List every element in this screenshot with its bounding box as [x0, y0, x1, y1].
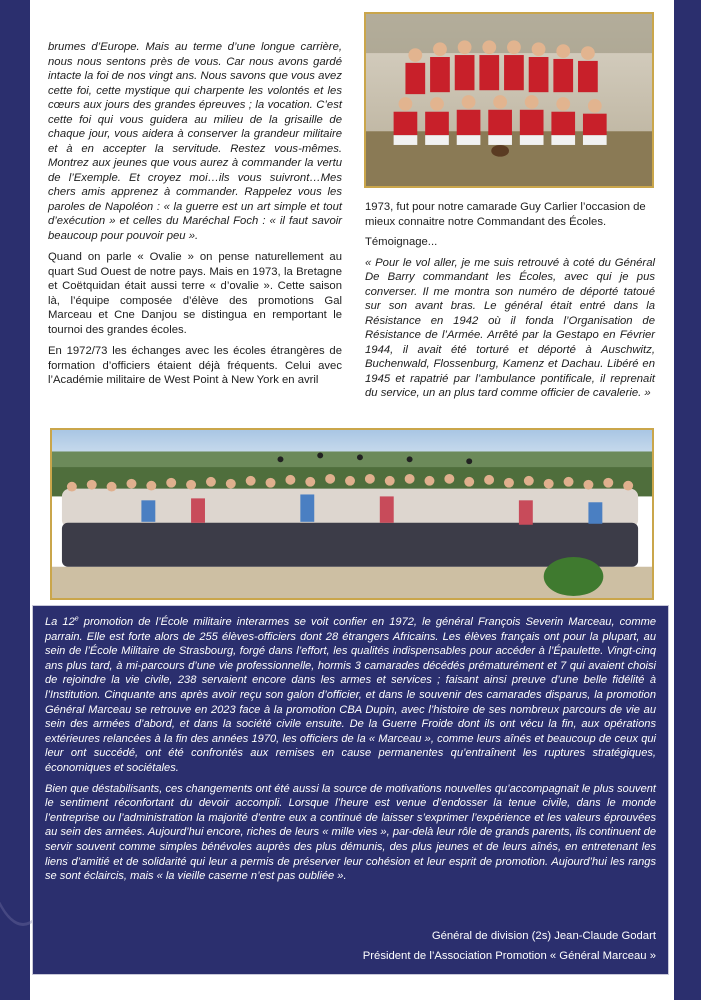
left-text-column: [48, 40, 342, 395]
summary-p1-start: La 12: [45, 616, 75, 628]
promotion-summary-box: [32, 605, 669, 975]
summary-p1-rest: promotion de l’École militaire interarmes se voit confier en 1972, le général François Severin Marceau, comme parrain. Elle est forte alors de 255 élèves-officiers dont 28 étrangers Africains. Les élèves français ont pour la plupart, au sein de l’École Militaire de Strasbourg, forgé dans l’effort, les qualités indispensables pour accéder à l’Épaulette. Vingt-cinq ans plus tard, à mi-parcours d’une vie professionnelle, hormis 3 camarades décédés prématurément et 7 qui avaient choisi de rejoindre la vie civile, 238 servaient encore dans les armes et services ; faisant ainsi preuve d’une belle fidélité à l’Institution. Cinquante ans après avoir reçu son galon d’officier, et dans le souvenir des camarades disparus, la promotion Général Marceau se retrouve en 2023 face à la promotion CBA Dupin, avec l’histoire de ses nombreux parcours de vie au sein des armées d’abord, et dans la société civile ensuite. De la Guerre Froide dont ils ont vécu la fin, aux opérations extérieures relancées à la fin des années 1970, les officiers de la « Marceau », comme leurs aînés et beaucoup de ceux qui leur ont succédé, ont été confrontés aux remises en cause permanentes qu’entraînent les ruptures stratégiques, économiques et sociétales.: [45, 616, 656, 774]
signature-name: Général de division (2s) Jean-Claude Godart: [431, 930, 656, 942]
exchange-paragraph: En 1972/73 les échanges avec les écoles étrangères de formation d’officiers étaient déjà fréquents. Celui avec l’Académie militaire de West Point à New York en avril: [48, 345, 342, 386]
rugby-team-photo: [364, 12, 654, 188]
right-text-column: [365, 200, 655, 407]
summary-paragraph-2: Bien que déstabilisants, ces changements ont été aussi la source de motivations nouvelles qu’accompagnait le plus souvent le sentiment réconfortant du devoir accompli. Lorsque l’heure est venue d’endosser la tenue civile, dans le monde l’entreprise ou l’administration la majorité d’entre eux a continué de laisser s’exprimer l’expérience et les valeurs éprouvées au sein des armées. Aujourd’hui encore, riches de leurs « mille vies », par-delà leur rôle de grands parents, ils continuent de servir souvent comme simples bénévoles auprès des plus démunis, des plus jeunes et de leurs aînés, en entretenant les liens d’amitié et de solidarité qui leur a permis de préserver leur cohésion et leur esprit de promotion. Aujourd’hui les rangs se sont éclaircis, mais « la vieille caserne n’est pas oubliée ».: [45, 782, 656, 883]
signature-block: [363, 926, 656, 966]
rugby-paragraph: Quand on parle « Ovalie » on pense naturellement au quart Sud Ouest de notre pays. Mais en 1973, la Bretagne et Coëtquidan était aussi terre « d’ovalie ». Cette saison là, l’équipe composée d’élève des promotions Gal Marceau et Cne Danjou se distingua en remportant le tournoi des grandes écoles.: [48, 251, 342, 336]
testimony-quote: « Pour le vol aller, je me suis retrouvé à coté du Général De Barry commandant les Écoles, avec qui je pus converser. Il me montra son numéro de déporté tatoué sur son avant bras. Le général était entré dans la Résistance en 1942 où il fonda l’Organisation de Résistance de l’Armée. Arrêté par la Gestapo en Février 1944, il avait été torturé et déporté à Auschwitz, Buchenwald, Flossenburg, Kamenz et Dachau. Libéré en 1945 et rapatrié par l’ambulance pontificale, il reprenait du service, un an plus tard comme officier de cavalerie. »: [365, 256, 655, 399]
west-point-paragraph: 1973, fut pour notre camarade Guy Carlier l’occasion de mieux connaitre notre Commandant des Écoles.: [365, 201, 646, 228]
signature-title: Président de l’Association Promotion « Général Marceau »: [362, 950, 656, 962]
summary-paragraph-1: [45, 615, 656, 776]
speech-paragraph: brumes d’Europe. Mais au terme d’une longue carrière, nous nous sentons près de vous. Car nous avons gardé intacte la foi de nos vingt ans. Nous savons que vous avez cette foi, cette mystique qui charpente les volontés et les cœurs aux jours des grandes épreuves ; la vocation. C’est cette foi qui vous guidera au milieu de la grisaille de chaque jour, vous aidera à conserver la grandeur militaire et à en accepter la servitude. Restez vous-mêmes. Montrez aux jeunes que vous aurez à commander la vertu de l’Exemple. Et croyez moi…ils vous suivront…Mes chers amis apprenez à commander. Rappelez vous les paroles de Napoléon : « la guerre est un art simple et tout d’exécution » et celles du Maréchal Foch : « il faut savoir beaucoup pour pouvoir peu ».: [48, 41, 342, 242]
testimony-heading: Témoignage...: [365, 236, 438, 248]
ordinal-superscript: e: [74, 615, 79, 623]
reunion-group-photo: [50, 428, 654, 600]
